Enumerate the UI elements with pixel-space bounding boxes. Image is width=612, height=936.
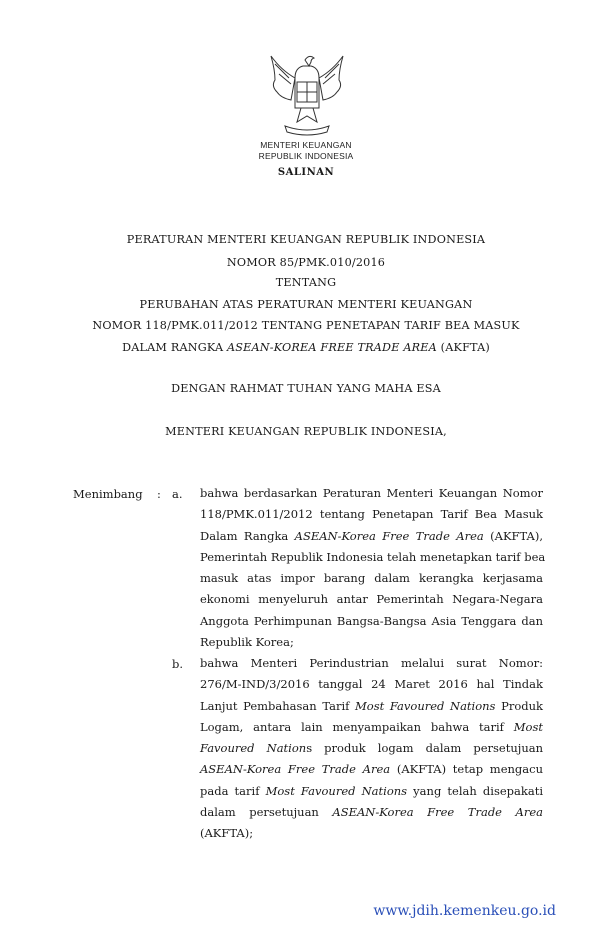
country-name: REPUBLIK INDONESIA (258, 151, 354, 161)
text-segment: Anggota Perhimpunan Bangsa-Bangsa Asia Tenggara dan (200, 613, 543, 628)
text-segment: Republik Korea; (200, 635, 294, 650)
text-line (200, 483, 543, 504)
salinan-stamp: SALINAN (277, 167, 335, 178)
text-segment: pada tarif (200, 783, 266, 798)
text-line (200, 759, 543, 780)
text-line (200, 696, 543, 717)
subject-line-2: NOMOR 118/PMK.011/2012 TENTANG PENETAPAN TARIF BEA MASUK (92, 319, 520, 332)
text-line (200, 589, 543, 610)
italic-text: ASEAN-Korea Free Trade Area (200, 762, 391, 777)
text-segment: (AKFTA) tetap mengacu (390, 762, 543, 777)
text-line (200, 526, 543, 547)
text-segment: yang telah disepakati (407, 783, 544, 798)
preamble: DENGAN RAHMAT TUHAN YANG MAHA ESA (171, 382, 441, 395)
item-b-letter: b. (172, 657, 184, 671)
garuda-emblem-icon (265, 52, 349, 140)
footer-url-link[interactable]: www.jdih.kemenkeu.go.id (373, 903, 556, 919)
item-a-text (200, 483, 546, 653)
item-a-letter: a. (172, 487, 183, 501)
issuer: MENTERI KEUANGAN REPUBLIK INDONESIA, (165, 425, 447, 438)
ministry-name: MENTERI KEUANGAN (260, 140, 352, 150)
menimbang-colon: : (157, 487, 161, 501)
text-line (200, 653, 543, 674)
subject-prefix: DALAM RANGKA (122, 341, 227, 354)
text-segment: ekonomi menyeluruh antar Pemerintah Negara-Negara (200, 592, 543, 607)
text-segment: Logam, antara lain menyampaikan bahwa tarif (200, 719, 514, 734)
text-segment: Produk (495, 698, 543, 713)
subject-line-1: PERUBAHAN ATAS PERATURAN MENTERI KEUANGAN (139, 298, 473, 311)
item-b-text (200, 653, 543, 845)
text-segment: (AKFTA); (200, 826, 254, 841)
text-line (200, 632, 543, 653)
text-line (200, 547, 546, 568)
text-segment: s produk logam dalam persetujuan (306, 741, 543, 756)
subject-line-3 (0, 341, 612, 354)
text-line (200, 781, 543, 802)
regulation-number: NOMOR 85/PMK.010/2016 (226, 256, 386, 269)
italic-text: Most (513, 719, 543, 734)
menimbang-label: Menimbang (73, 487, 143, 501)
italic-text: ASEAN-Korea Free Trade Area (294, 528, 484, 543)
text-line (200, 823, 543, 844)
subject-italic: ASEAN-KOREA FREE TRADE AREA (227, 341, 437, 354)
italic-text: Favoured Nation (200, 741, 307, 756)
text-segment: dalam persetujuan (200, 805, 333, 820)
text-line (200, 611, 543, 632)
text-segment: Dalam Rangka (200, 528, 295, 543)
subject-suffix: (AKFTA) (436, 341, 490, 354)
text-segment: Lanjut Pembahasan Tarif (200, 698, 355, 713)
text-segment: masuk atas impor barang dalam kerangka kerjasama (200, 571, 543, 586)
text-line (200, 568, 543, 589)
text-segment: Pemerintah Republik Indonesia telah menetapkan tarif bea (200, 549, 546, 564)
italic-text: Most Favoured Nations (265, 783, 408, 798)
text-line (200, 738, 543, 759)
italic-text: ASEAN-Korea Free Trade Area (332, 805, 544, 820)
text-segment: bahwa Menteri Perindustrian melalui surat Nomor: (200, 656, 543, 670)
regulation-title: PERATURAN MENTERI KEUANGAN REPUBLIK INDONESIA (126, 233, 486, 246)
italic-text: Most Favoured Nations (355, 698, 496, 713)
text-line (200, 674, 543, 695)
text-segment: 276/M-IND/3/2016 tanggal 24 Maret 2016 hal Tindak (200, 677, 543, 692)
text-segment: bahwa berdasarkan Peraturan Menteri Keuangan Nomor (200, 486, 543, 500)
text-segment: (AKFTA), (483, 528, 544, 543)
text-segment: 118/PMK.011/2012 tentang Penetapan Tarif Bea Masuk (200, 507, 543, 522)
tentang-heading: TENTANG (275, 276, 337, 289)
text-line (200, 504, 543, 525)
text-line (200, 802, 543, 823)
text-line (200, 717, 543, 738)
